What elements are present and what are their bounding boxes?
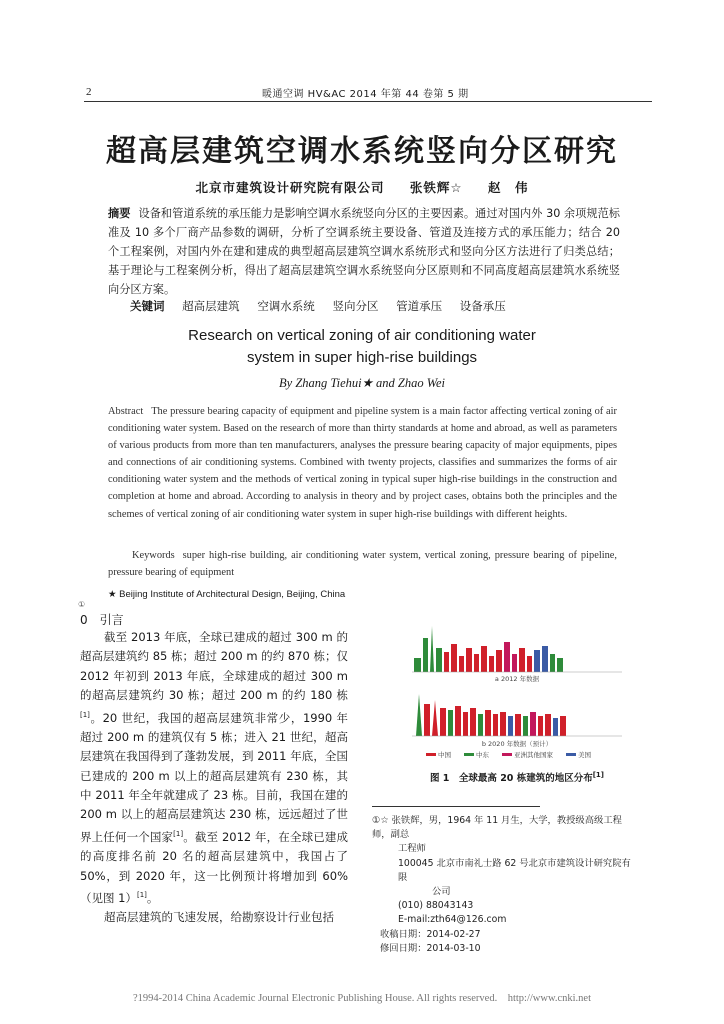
institution: 北京市建筑设计研究院有限公司 [195, 180, 385, 195]
building-bar [496, 650, 502, 672]
keyword-cn: 竖向分区 [332, 299, 379, 313]
skyline-2020 [412, 694, 622, 736]
abstract-en-text: The pressure bearing capacity of equipment and pipeline system is a main factor affecting vertical zoning of air conditioning water system. Based on the research of more than thirty standards at home and abroad, as well as parameters of various products from more than ten manufacturers, analyses the pressure bearing capacity of major equipments, pipes and connections of air conditioning systems. Combined with twenty projects, classifies and summarizes the forms of air conditioning water system and the methods of vertical zoning in typical super high-rise buildings in the construction and completion at home and abroad. According to analysis in theory and by project cases, obtains both the principles and the schemes of vertical zoning of air conditioning water system in super high-rise buildings with different heights. [108, 406, 617, 520]
building-bar [436, 648, 442, 672]
abstract-en-label: Abstract [108, 406, 144, 417]
building-bar [493, 714, 498, 736]
body-text [80, 628, 348, 928]
building-bar [474, 654, 479, 672]
abstract-en [108, 403, 617, 523]
abstract-cn [108, 204, 620, 299]
keywords-cn-label: 关键词 [130, 299, 165, 313]
building-bar [466, 648, 472, 672]
circled-mark: ① [78, 600, 86, 609]
legend [426, 750, 592, 759]
figure-1 [408, 618, 626, 768]
author-footnote: ①☆ 张铁辉，男，1964 年 11 月生，大学，教授级高级工程师，副总 工程师 100045 北京市南礼士路 62 号北京市建筑设计研究院有限 公司 (010) 88043143 E-mail:zth64@126.com 收稿日期：2014-02-27 修回日期：2014-03-10 [372, 815, 631, 954]
keywords-en-label: Keywords [132, 550, 175, 561]
building-bar [430, 626, 434, 672]
building-bar [414, 658, 421, 672]
copyright-footer: ?1994-2014 China Academic Journal Electronic Publishing House. All rights reserved. http://www.cnki.net [132, 993, 592, 1004]
keywords-cn [130, 298, 520, 314]
subcaption-a: a 2012 年数据 [494, 675, 540, 683]
body-paragraph-2: 超高层建筑的飞速发展，给勘察设计行业包括 [104, 910, 334, 925]
legend-swatch-asia-other [502, 753, 512, 756]
building-bar [424, 704, 430, 736]
keyword-cn: 设备承压 [459, 299, 506, 313]
footnote-rule [372, 806, 540, 807]
body-paragraph-1: 截至 2013 年底，全球已建成的超过 300 m 的超高层建筑约 85 栋；超过 200 m 的约 870 栋；仅 2012 年初到 2013 年底，全球建成的超过 300 m 的超高层建筑约 30 栋；超过 200 m 的约 180 栋[1]。20 世纪，我国的超高层建筑非常少，1990 年超过 200 m 的建筑仅有 5 栋；进入 21 世纪，超高层建筑在我国得到了蓬勃发展，到 2011 年底，全国已建成的 200 m 以上的超高层建筑有 230 栋，其中 2011 年全年就建成了 23 栋。目前，我国在建的 200 m 以上的超高层建筑达 230 栋，远远超过了世界上任何一个国家[1]。截至 2012 年，在全球已建成的高度排名前 20 名的超高层建筑中，我国占了 50%，到 2020 年，这一比例预计将增加到 60%（见图 1）[1]。 [80, 630, 349, 905]
building-bar [470, 708, 476, 736]
keyword-cn: 管道承压 [396, 299, 443, 313]
building-bar [512, 654, 517, 672]
figure-caption: 图 1 全球最高 20 栋建筑的地区分布[1] [429, 770, 605, 784]
paper-title: 超高层建筑空调水系统竖向分区研究 [106, 134, 618, 169]
citation: [1] [173, 829, 184, 838]
legend-swatch-middle-east [464, 753, 474, 756]
building-bar [444, 652, 449, 672]
building-bar [489, 656, 494, 672]
subcaption-b: b 2020 年数据（预计） [481, 740, 553, 748]
building-bar [519, 648, 525, 672]
legend-swatch-china [426, 753, 436, 756]
citation: [1] [136, 890, 147, 899]
section-heading: 0 引言 [80, 613, 124, 627]
building-bar [515, 714, 521, 736]
legend-label: 中东 [476, 751, 489, 759]
building-bar [459, 656, 464, 672]
building-bar [451, 644, 457, 672]
building-bar [527, 656, 532, 672]
skyline-2012 [412, 626, 622, 672]
keyword-cn: 空调水系统 [257, 299, 315, 313]
citation: [1] [592, 770, 605, 779]
building-bar [508, 716, 513, 736]
building-bar [500, 712, 506, 736]
keywords-en-text: super high-rise building, air conditioning water system, vertical zoning, pressure bearing of pipeline, pressure bearing of equipment [108, 550, 617, 578]
building-bar [550, 654, 555, 672]
building-bar [534, 650, 540, 672]
building-bar [481, 646, 487, 672]
building-bar [560, 716, 566, 736]
building-bar [432, 700, 438, 736]
page-number: 2 [86, 86, 92, 98]
building-bar [530, 712, 536, 736]
english-title [0, 325, 724, 369]
building-bar [523, 716, 528, 736]
english-authors: By Zhang Tiehui★ and Zhao Wei [279, 376, 445, 390]
building-bar [448, 710, 453, 736]
building-bar [485, 710, 491, 736]
keyword-cn: 超高层建筑 [182, 299, 240, 313]
building-bar [553, 718, 558, 736]
legend-label: 亚洲其他国家 [514, 751, 553, 759]
header-rule [84, 101, 652, 102]
abstract-cn-text: 设备和管道系统的承压能力是影响空调水系统竖向分区的主要因素。通过对国内外 30 余项规范标准及 10 多个厂商产品参数的调研，分析了空调系统主要设备、管道及连接方式的承压能力；结合 20 个工程案例，对国内外在建和建成的典型超高层建筑空调水系统形式和竖向分区方法进行了归类总结；基于理论与工程案例分析，得出了超高层建筑空调水系统竖向分区原则和不同高度超高层建筑水系统竖向分区方案。 [108, 207, 620, 296]
keywords-en [108, 547, 617, 581]
building-bar [463, 712, 468, 736]
affiliation: ★ Beijing Institute of Architectural Design, Beijing, China [108, 589, 346, 600]
english-title-line-1: Research on vertical zoning of air conditioning water [188, 327, 536, 344]
author-2: 赵 伟 [487, 180, 529, 195]
building-bar [557, 658, 563, 672]
building-bar [504, 642, 510, 672]
building-bar [423, 638, 428, 672]
english-title-line-2: system in super high-rise buildings [246, 349, 478, 366]
author-line [0, 178, 724, 196]
building-bar [440, 708, 446, 736]
author-1: 张铁辉☆ [409, 180, 463, 195]
building-bar [538, 716, 543, 736]
building-bar [545, 714, 551, 736]
journal-header: 暖通空调 HV&AC 2014 年第 44 卷第 5 期 [262, 89, 469, 100]
legend-swatch-usa [566, 753, 576, 756]
legend-label: 中国 [438, 751, 451, 759]
abstract-cn-label: 摘要 [108, 207, 131, 220]
legend-label: 美国 [578, 751, 591, 759]
building-bar [416, 694, 422, 736]
citation: [1] [80, 710, 90, 719]
building-bar [455, 706, 461, 736]
building-bar [542, 646, 548, 672]
building-bar [478, 714, 483, 736]
